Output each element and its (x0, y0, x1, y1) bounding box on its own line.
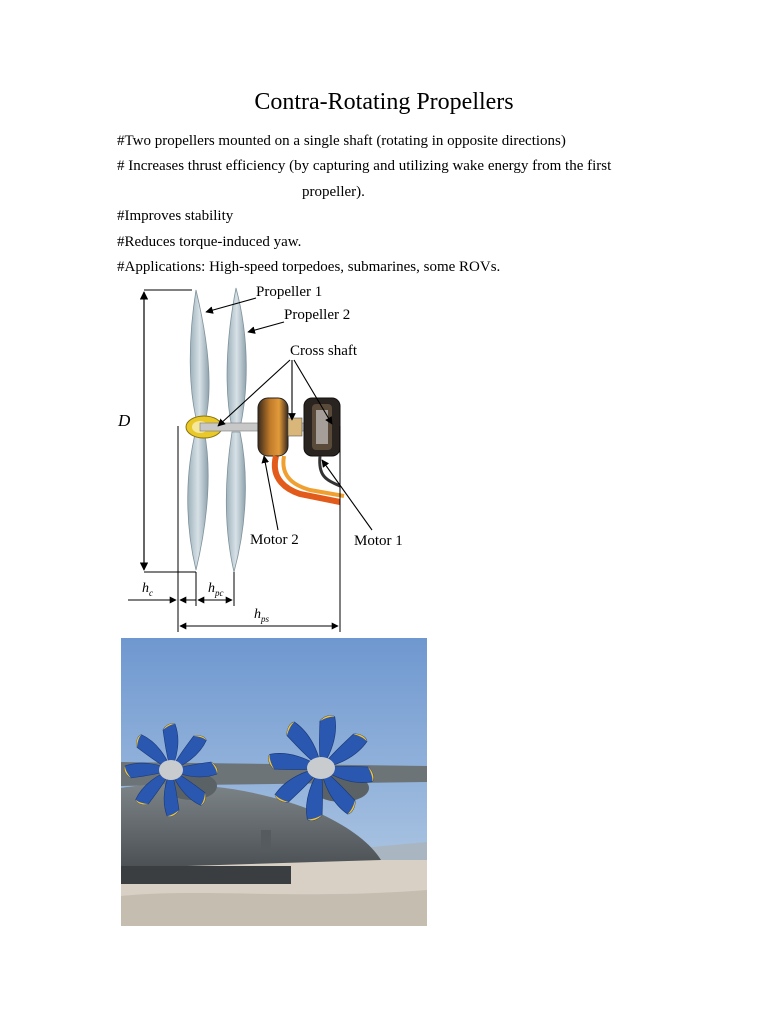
dimension-hps-label: h (254, 607, 261, 622)
dimension-D-label: D (118, 411, 131, 430)
bullet-thrust-efficiency-continued: propeller). (302, 184, 365, 200)
svg-text:hps (254, 607, 270, 624)
dimension-hc-label: h (142, 581, 149, 596)
label-motor1: Motor 1 (354, 533, 403, 549)
motor2 (258, 398, 288, 456)
dimension-hc-subscript: c (149, 588, 153, 598)
label-cross-shaft: Cross shaft (290, 343, 358, 359)
label-motor2: Motor 2 (250, 532, 299, 548)
propeller2-lower-blade (226, 432, 245, 572)
dimension-hpc-subscript: pc (215, 588, 224, 598)
aircraft-contra-rotating-propellers-photo (121, 638, 427, 926)
propeller1-upper-blade (190, 290, 209, 426)
left-contra-rotating-propeller (124, 723, 217, 816)
bullet-thrust-efficiency: # Increases thrust efficiency (by capturing and utilizing wake energy from the first (117, 158, 612, 174)
svg-text:hc (142, 581, 153, 598)
bullet-applications: #Applications: High-speed torpedoes, submarines, some ROVs. (117, 259, 501, 275)
label-propeller2: Propeller 2 (284, 307, 351, 323)
contra-rotating-propeller-diagram (100, 280, 440, 632)
propeller1-lower-blade (188, 430, 208, 570)
bullet-torque-yaw: #Reduces torque-induced yaw. (117, 234, 302, 250)
svg-text:hpc (208, 581, 224, 598)
bullet-two-propellers: #Two propellers mounted on a single shaft (rotating in opposite directions) (117, 133, 566, 149)
document-title: Contra-Rotating Propellers (254, 89, 514, 115)
dimension-hpc-label: h (208, 581, 215, 596)
label-propeller1: Propeller 1 (256, 284, 323, 300)
dimension-hps-subscript: ps (261, 614, 270, 624)
bullet-stability: #Improves stability (117, 208, 234, 224)
propeller2-upper-blade (227, 288, 246, 428)
